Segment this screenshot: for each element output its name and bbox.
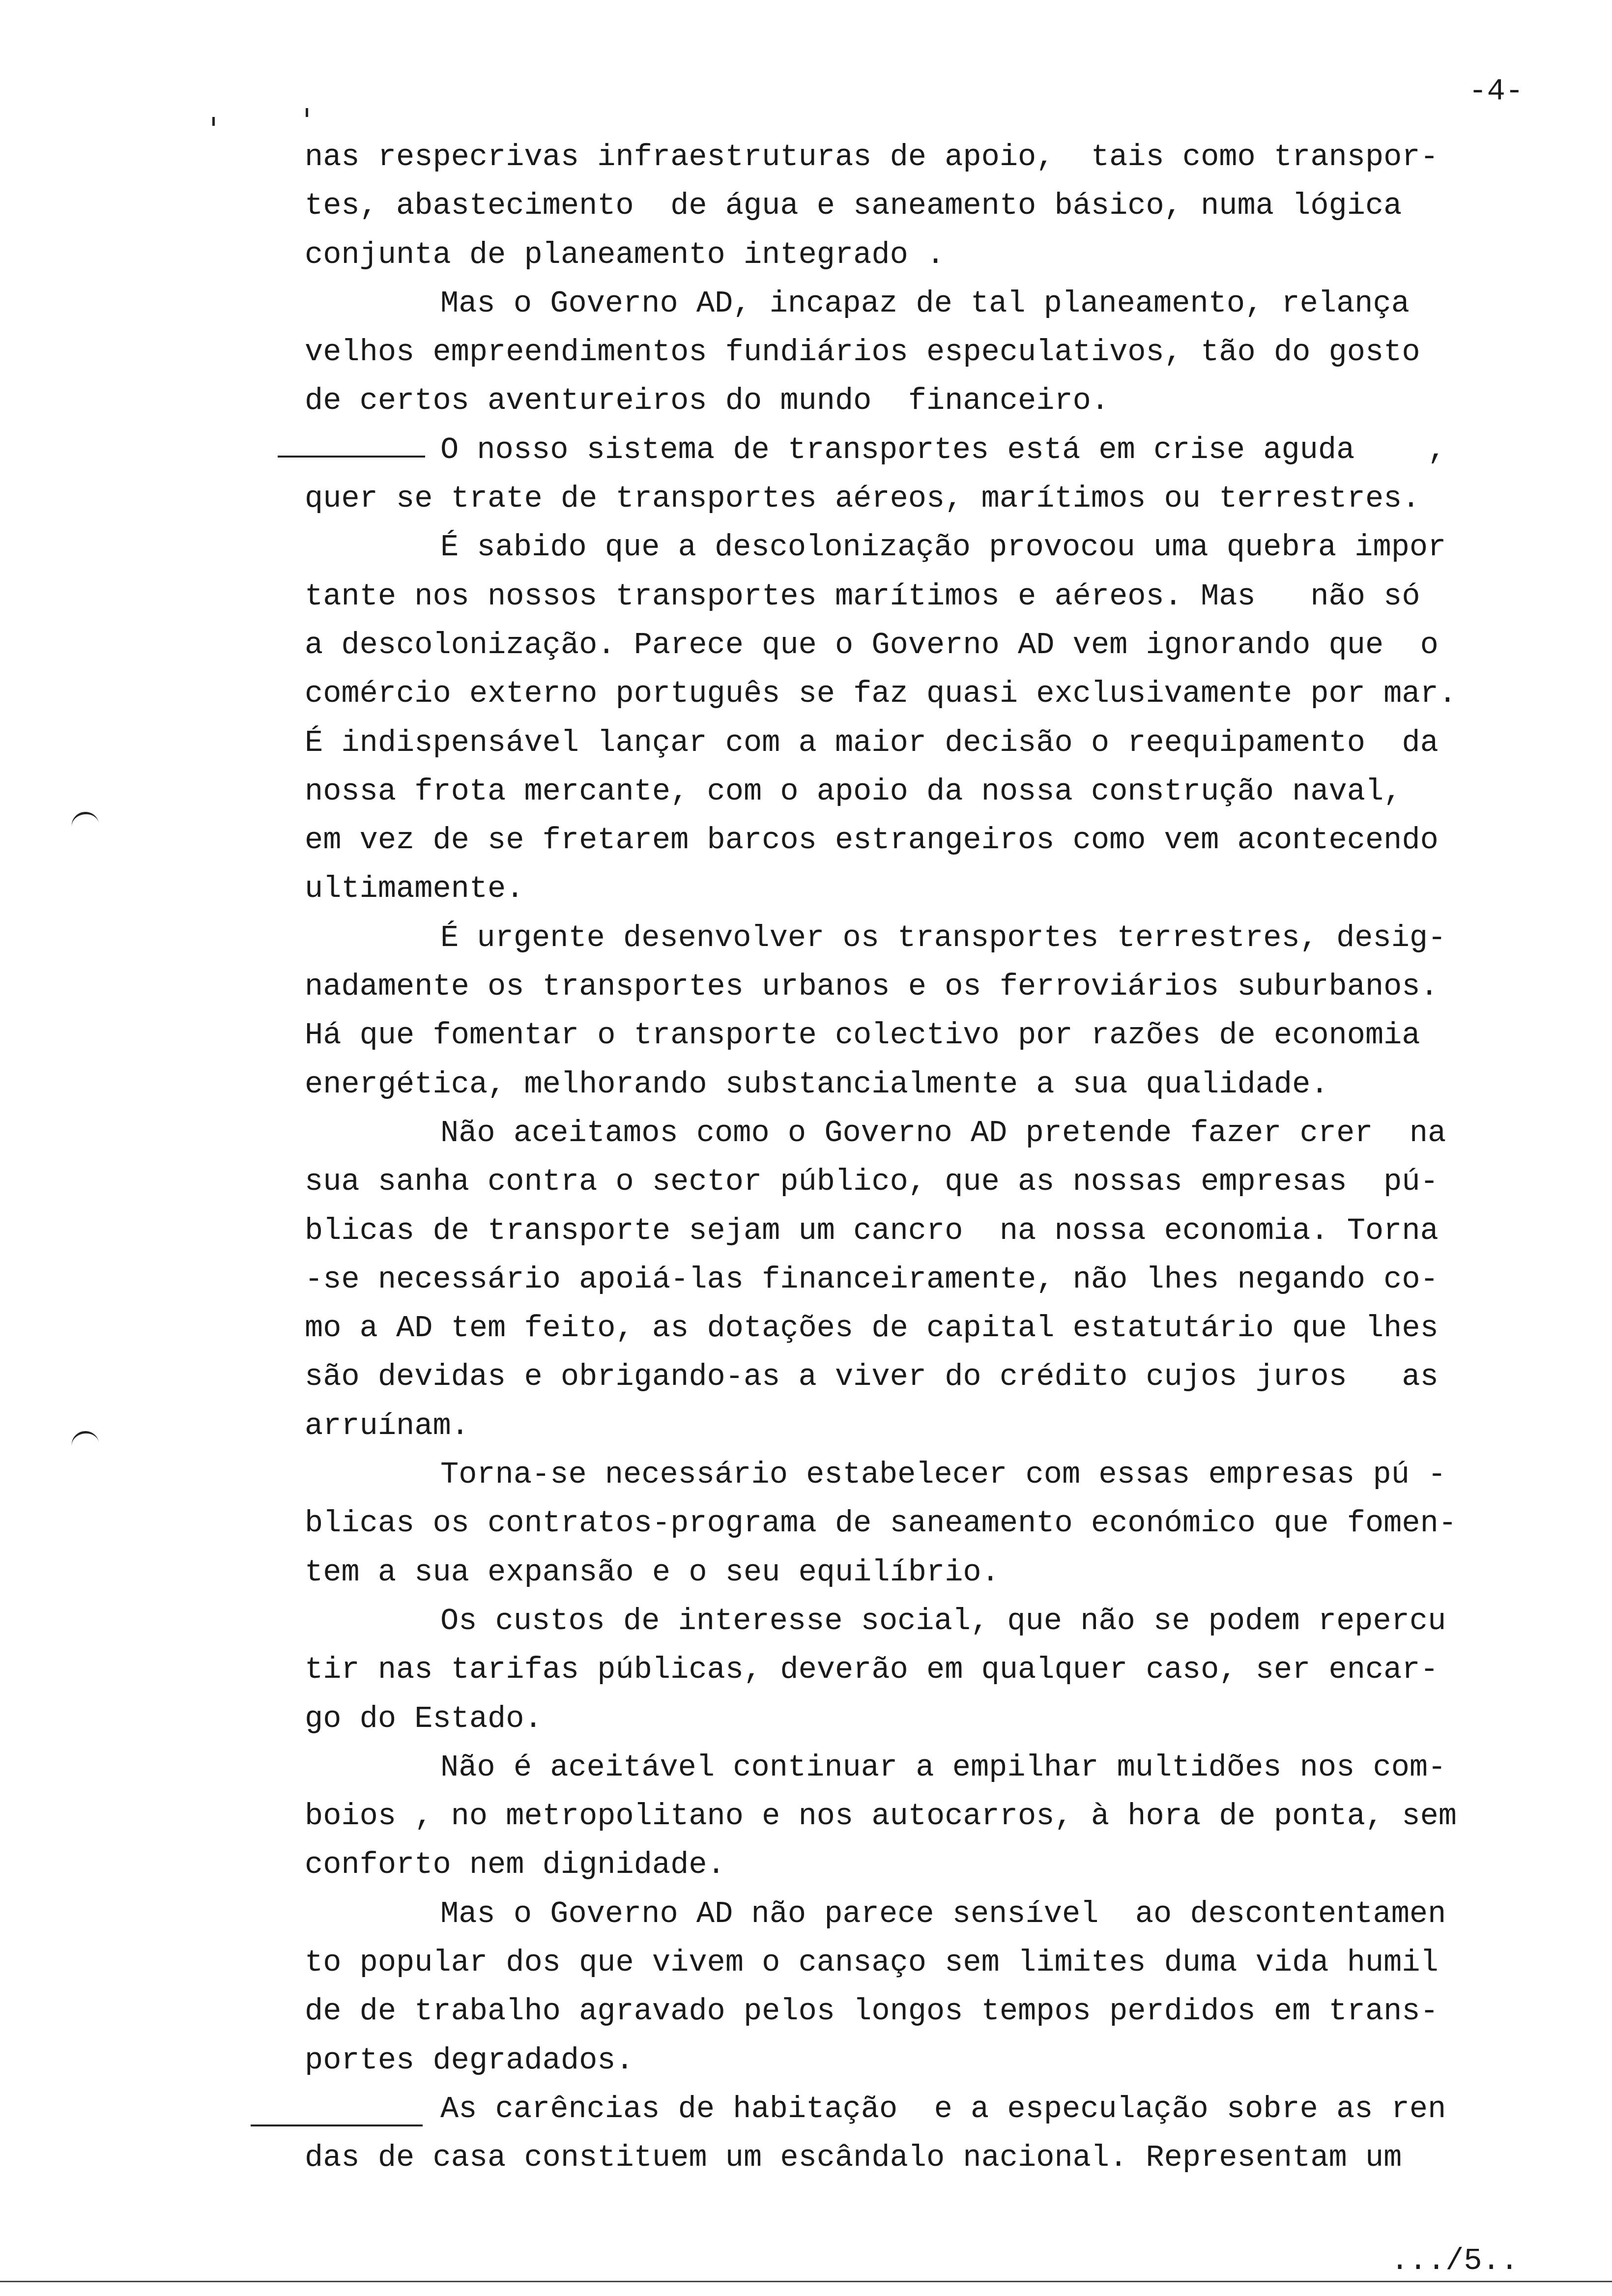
text-line: de de trabalho agravado pelos longos tempos perdidos em trans- [305, 1994, 1439, 2029]
text-line: blicas os contratos-programa de saneamento económico que fomen- [305, 1506, 1457, 1541]
text-line: comércio externo português se faz quasi exclusivamente por mar. [305, 676, 1457, 712]
text-line: quer se trate de transportes aéreos, marítimos ou terrestres. [305, 481, 1420, 517]
text-line: Os custos de interesse social, que não se podem repercu [440, 1603, 1446, 1638]
text-line: tem a sua expansão e o seu equilíbrio. [305, 1554, 1000, 1590]
text-line: É sabido que a descolonização provocou uma quebra impor [440, 530, 1446, 565]
text-line: em vez de se fretarem barcos estrangeiros como vem acontecendo [305, 823, 1439, 858]
text-line: Mas o Governo AD não parece sensível ao descontentamen [440, 1896, 1446, 1931]
body-text [305, 133, 1563, 2182]
page-number: -4- [1468, 74, 1524, 109]
text-line: tes, abastecimento de água e saneamento básico, numa lógica [305, 188, 1402, 224]
text-line: portes degradados. [305, 2042, 634, 2078]
text-line: energética, melhorando substancialmente a sua qualidade. [305, 1066, 1329, 1102]
continuation-mark: .../5.. [1390, 2243, 1519, 2278]
text-line: nossa frota mercante, com o apoio da nossa construção naval, [305, 774, 1402, 809]
punch-hole-mark [70, 810, 100, 835]
text-line: conjunta de planeamento integrado . [305, 237, 945, 272]
text-line: velhos empreendimentos fundiários especulativos, tão do gosto [305, 335, 1420, 370]
text-line: tante nos nossos transportes marítimos e aéreos. Mas não só [305, 578, 1420, 614]
text-line: nas respecrivas infraestruturas de apoio, tais como transpor- [305, 140, 1439, 174]
text-line: arruínam. [305, 1408, 469, 1443]
text-line: blicas de transporte sejam um cancro na nossa economia. Torna [305, 1213, 1439, 1248]
text-line: É urgente desenvolver os transportes terrestres, desig- [440, 920, 1446, 955]
text-line: O nosso sistema de transportes está em crise aguda , [440, 432, 1446, 467]
text-line: É indispensável lançar com a maior decisão o reequipamento da [305, 725, 1439, 760]
text-line: tir nas tarifas públicas, deverão em qualquer caso, ser encar- [305, 1652, 1439, 1688]
text-line: -se necessário apoiá-las financeiramente, não lhes negando co- [305, 1262, 1439, 1297]
text-line: ultimamente. [305, 871, 524, 907]
text-line: Há que fomentar o transporte colectivo por razões de economia [305, 1018, 1420, 1053]
punch-hole-mark [70, 1429, 100, 1455]
text-line: Não é aceitável continuar a empilhar multidões nos com- [440, 1750, 1446, 1785]
text-line: a descolonização. Parece que o Governo AD vem ignorando que o [305, 627, 1439, 662]
text-line: mo a AD tem feito, as dotações de capital estatutário que lhes [305, 1311, 1439, 1346]
margin-dash-mark [251, 2124, 423, 2126]
text-line: das de casa constituem um escândalo nacional. Representam um [305, 2140, 1402, 2176]
text-line: são devidas e obrigando-as a viver do crédito cujos juros as [305, 1359, 1439, 1395]
text-line: nadamente os transportes urbanos e os ferroviários suburbanos. [305, 969, 1439, 1004]
text-line: Torna-se necessário estabelecer com essas empresas pú - [440, 1457, 1446, 1492]
text-line: boios , no metropolitano e nos autocarros, à hora de ponta, sem [305, 1799, 1457, 1834]
text-line: Não aceitamos como o Governo AD pretende fazer crer na [440, 1115, 1446, 1150]
text-line: As carências de habitação e a especulação sobre as ren [440, 2091, 1446, 2126]
text-line: to popular dos que vivem o cansaço sem limites duma vida humil [305, 1945, 1439, 1980]
text-line: go do Estado. [305, 1701, 543, 1736]
text-line: de certos aventureiros do mundo financeiro. [305, 383, 1110, 419]
margin-dash-mark [278, 456, 425, 458]
margin-mark [306, 108, 308, 117]
margin-mark [212, 117, 215, 126]
text-line: sua sanha contra o sector público, que as nossas empresas pú- [305, 1164, 1439, 1200]
text-line: Mas o Governo AD, incapaz de tal planeamento, relança [440, 286, 1410, 321]
text-line: conforto nem dignidade. [305, 1847, 725, 1883]
page-bottom-edge [0, 2281, 1612, 2282]
